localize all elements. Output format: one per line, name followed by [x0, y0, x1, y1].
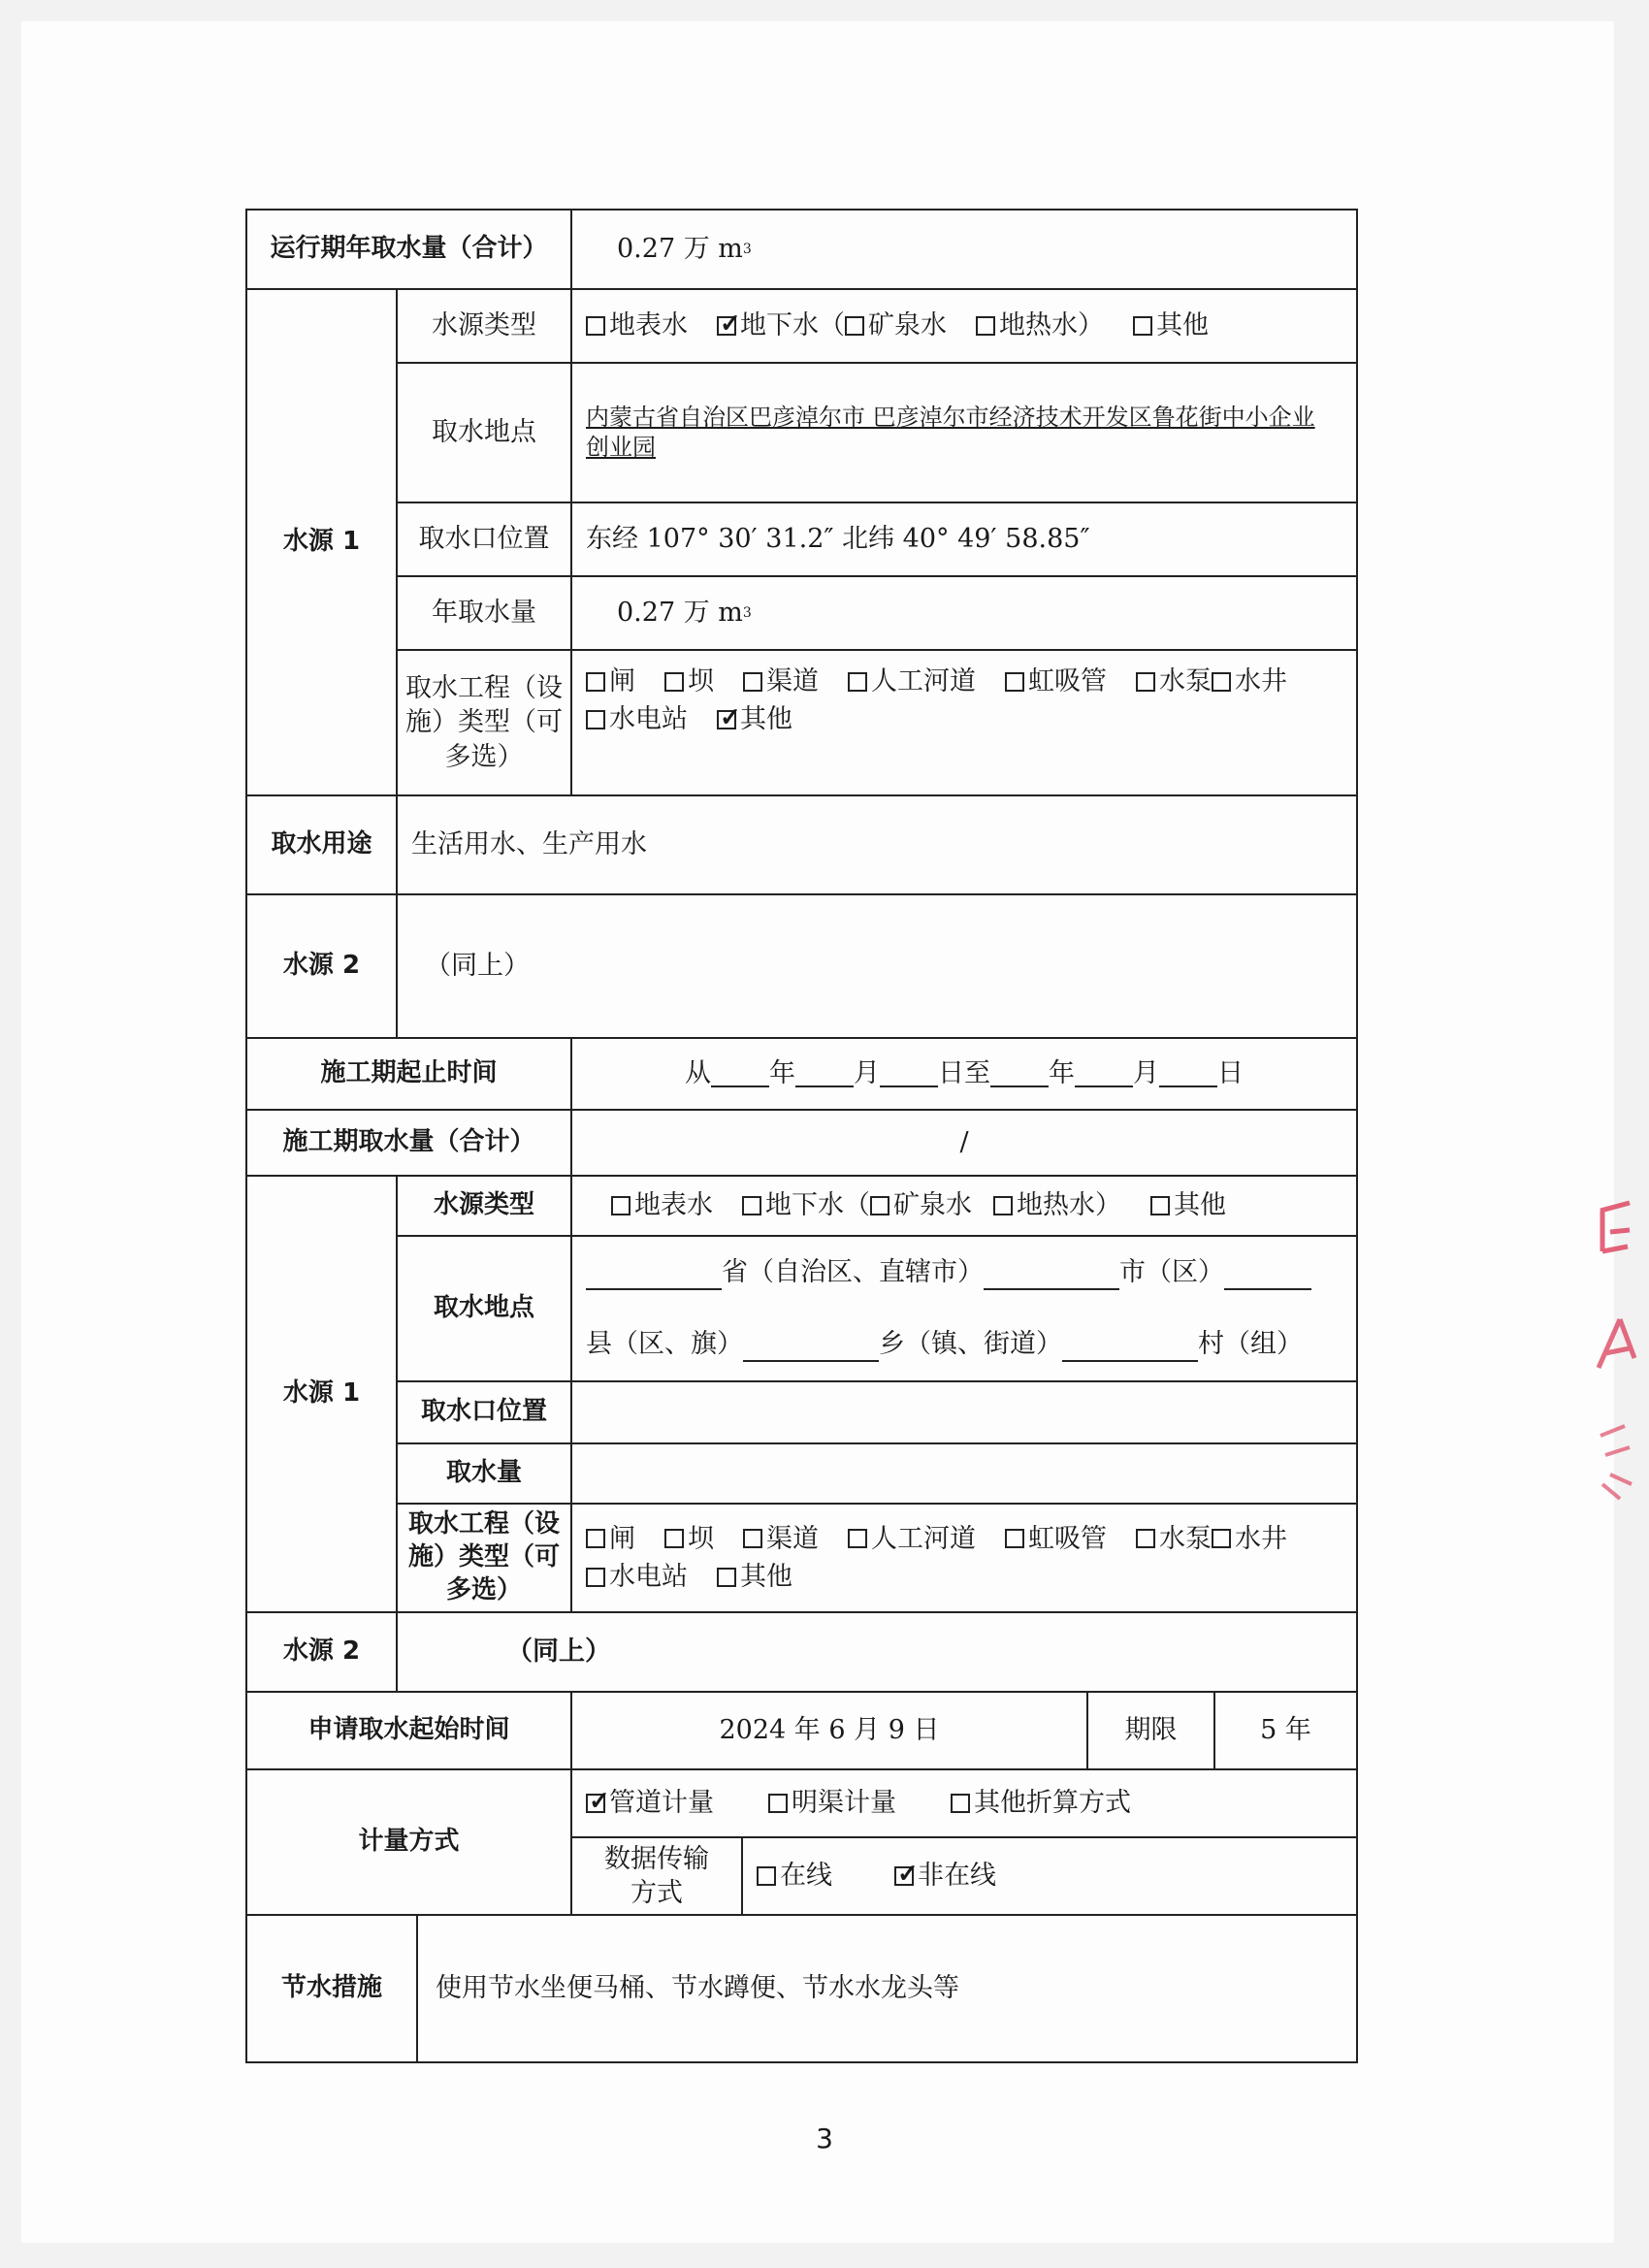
construction-total-value: /	[570, 1109, 1358, 1177]
annual-total-label: 运行期年取水量（合计）	[245, 209, 572, 290]
stamp-stroke	[1600, 1426, 1632, 1499]
con-facility-options	[570, 1503, 1358, 1613]
con-amount-label: 取水量	[396, 1442, 572, 1505]
seal-stamp-fragment	[1581, 1193, 1639, 1513]
stamp-stroke	[1599, 1319, 1634, 1368]
facility-other[interactable]: ✓ 其他	[717, 702, 792, 736]
intake-value: 东经 107° 30′ 31.2″ 北纬 40° 49′ 58.85″	[570, 502, 1358, 577]
term-value: 5 年	[1213, 1691, 1358, 1770]
option-mineral-water[interactable]: 矿泉水	[870, 1188, 972, 1222]
facility-well[interactable]: 水井	[1212, 1522, 1287, 1556]
township-blank[interactable]	[1062, 1335, 1198, 1362]
checkbox[interactable]	[586, 710, 605, 729]
day-blank[interactable]	[1159, 1060, 1217, 1087]
annual-label: 年取水量	[396, 575, 572, 651]
location-label: 取水地点	[396, 362, 572, 503]
construction-total-label: 施工期取水量（合计）	[245, 1109, 572, 1177]
con-intake-label: 取水口位置	[396, 1380, 572, 1444]
transfer-online[interactable]: 在线	[757, 1859, 832, 1893]
checkbox[interactable]	[845, 316, 864, 336]
transfer-offline[interactable]: ✓ 非在线	[894, 1859, 996, 1893]
water-source-type-options	[570, 288, 1358, 364]
con-facility-label: 取水工程（设施）类型（可多选）	[396, 1503, 572, 1613]
city-blank[interactable]	[984, 1263, 1119, 1290]
checkbox[interactable]	[757, 1866, 776, 1886]
option-other[interactable]: 其他	[1150, 1188, 1226, 1222]
checkbox[interactable]	[1136, 672, 1155, 692]
metering-pipe[interactable]: ✓ 管道计量	[586, 1786, 714, 1820]
location-line-2: 县（区、旗） 乡（镇、街道） 村（组）	[586, 1327, 1303, 1361]
checkbox[interactable]	[743, 672, 762, 692]
facility-channel[interactable]: 渠道	[743, 1522, 819, 1556]
intake-label: 取水口位置	[396, 502, 572, 577]
saving-label: 节水措施	[245, 1914, 418, 2063]
con-water-source-type-options	[570, 1175, 1358, 1237]
checkbox[interactable]	[586, 672, 605, 692]
con-type-label: 水源类型	[396, 1175, 572, 1237]
district-blank[interactable]	[1224, 1263, 1311, 1290]
option-geothermal[interactable]: 地热水）	[976, 308, 1104, 342]
checkbox-checked[interactable]	[717, 710, 736, 729]
con-source2-label: 水源 2	[245, 1611, 398, 1693]
transfer-options	[741, 1836, 1358, 1916]
use-value: 生活用水、生产用水	[396, 794, 1358, 895]
checkbox[interactable]	[743, 1529, 762, 1548]
checkbox[interactable]	[848, 1529, 867, 1548]
province-blank[interactable]	[586, 1263, 722, 1290]
con-intake-value[interactable]	[570, 1380, 1358, 1444]
con-location-value	[570, 1235, 1358, 1382]
checkbox[interactable]	[1005, 672, 1024, 692]
facility-channel[interactable]: 渠道	[743, 664, 819, 698]
county-blank[interactable]	[743, 1335, 879, 1362]
checkbox[interactable]	[664, 672, 684, 692]
checkbox-checked[interactable]	[717, 316, 736, 336]
metering-open-channel[interactable]: 明渠计量	[768, 1786, 896, 1820]
facility-other[interactable]: 其他	[717, 1560, 792, 1594]
checkbox[interactable]	[976, 316, 995, 336]
saving-value: 使用节水坐便马桶、节水蹲便、节水水龙头等	[416, 1914, 1358, 2063]
checkbox[interactable]	[768, 1794, 788, 1813]
checkbox[interactable]	[848, 672, 867, 692]
checkbox-checked[interactable]	[586, 1794, 605, 1813]
checkbox[interactable]	[611, 1196, 630, 1215]
annual-total-value: 0.27 万 m 3	[570, 209, 1358, 290]
facility-dam[interactable]: 坝	[664, 664, 714, 698]
facility-gate[interactable]: 闸	[586, 664, 635, 698]
con-amount-value[interactable]	[570, 1442, 1358, 1505]
facility-siphon[interactable]: 虹吸管	[1005, 664, 1107, 698]
facility-label: 取水工程（设施）类型（可多选）	[396, 649, 572, 796]
apply-start-value: 2024 年 6 月 9 日	[570, 1691, 1088, 1770]
con-source1-label: 水源 1	[245, 1175, 398, 1613]
transfer-label: 数据传输方式	[570, 1836, 743, 1916]
checkbox[interactable]	[742, 1196, 761, 1215]
facility-pump[interactable]: 水泵	[1136, 664, 1212, 698]
checkbox[interactable]	[586, 316, 605, 336]
year-blank[interactable]	[711, 1060, 769, 1087]
year-blank[interactable]	[990, 1060, 1049, 1087]
use-label: 取水用途	[245, 794, 398, 895]
checkbox-checked[interactable]	[894, 1866, 914, 1886]
source1-label: 水源 1	[245, 288, 398, 796]
option-surface-water[interactable]: 地表水	[586, 308, 688, 342]
option-mineral-water[interactable]: 矿泉水	[845, 308, 947, 342]
checkbox[interactable]	[586, 1529, 605, 1548]
source2-label: 水源 2	[245, 893, 398, 1039]
metering-options	[570, 1768, 1358, 1838]
checkbox[interactable]	[717, 1568, 736, 1587]
checkbox[interactable]	[1005, 1529, 1024, 1548]
option-surface-water[interactable]: 地表水	[611, 1188, 713, 1222]
construction-period-value: 从 年 月 日至 年 月 日	[570, 1037, 1358, 1111]
page-number: 3	[816, 2122, 833, 2155]
apply-start-label: 申请取水起始时间	[245, 1691, 572, 1770]
metering-label: 计量方式	[245, 1768, 572, 1916]
checkbox[interactable]	[586, 1568, 605, 1587]
construction-period-label: 施工期起止时间	[245, 1037, 572, 1111]
option-groundwater[interactable]: 地下水（	[742, 1188, 870, 1222]
checkbox[interactable]	[1150, 1196, 1170, 1215]
con-location-label: 取水地点	[396, 1235, 572, 1382]
facility-dam[interactable]: 坝	[664, 1522, 714, 1556]
checkbox[interactable]	[993, 1196, 1013, 1215]
location-value: 内蒙古省自治区巴彦淖尔市 巴彦淖尔市经济技术开发区鲁花街中小企业创业园	[570, 362, 1358, 503]
checkbox[interactable]	[951, 1794, 970, 1813]
facility-well[interactable]: 水井	[1212, 664, 1287, 698]
facility-gate[interactable]: 闸	[586, 1522, 635, 1556]
checkbox[interactable]	[870, 1196, 889, 1215]
checkbox[interactable]	[664, 1529, 684, 1548]
location-line-1: 省（自治区、直辖市） 市（区）	[586, 1255, 1311, 1289]
day-blank[interactable]	[880, 1060, 938, 1087]
option-other[interactable]: 其他	[1133, 308, 1209, 342]
option-geothermal[interactable]: 地热水）	[993, 1188, 1121, 1222]
facility-artificial-river[interactable]: 人工河道	[848, 664, 976, 698]
checkbox[interactable]	[1212, 1529, 1231, 1548]
annual-value: 0.27 万 m 3	[570, 575, 1358, 651]
source2-value: （同上）	[396, 893, 1358, 1039]
facility-hydropower[interactable]: 水电站	[586, 1560, 688, 1594]
month-blank[interactable]	[795, 1060, 854, 1087]
facility-hydropower[interactable]: 水电站	[586, 702, 688, 736]
type-label: 水源类型	[396, 288, 572, 364]
checkbox[interactable]	[1212, 672, 1231, 692]
checkbox[interactable]	[1133, 316, 1152, 336]
stamp-stroke	[1600, 1203, 1630, 1251]
metering-other[interactable]: 其他折算方式	[951, 1786, 1131, 1820]
con-source2-value: （同上）	[396, 1611, 1358, 1693]
month-blank[interactable]	[1075, 1060, 1133, 1087]
term-label: 期限	[1086, 1691, 1215, 1770]
checkbox[interactable]	[1136, 1529, 1155, 1548]
option-groundwater[interactable]: ✓ 地下水（	[717, 308, 845, 342]
facility-artificial-river[interactable]: 人工河道	[848, 1522, 976, 1556]
facility-pump[interactable]: 水泵	[1136, 1522, 1212, 1556]
facility-options	[570, 649, 1358, 796]
facility-siphon[interactable]: 虹吸管	[1005, 1522, 1107, 1556]
